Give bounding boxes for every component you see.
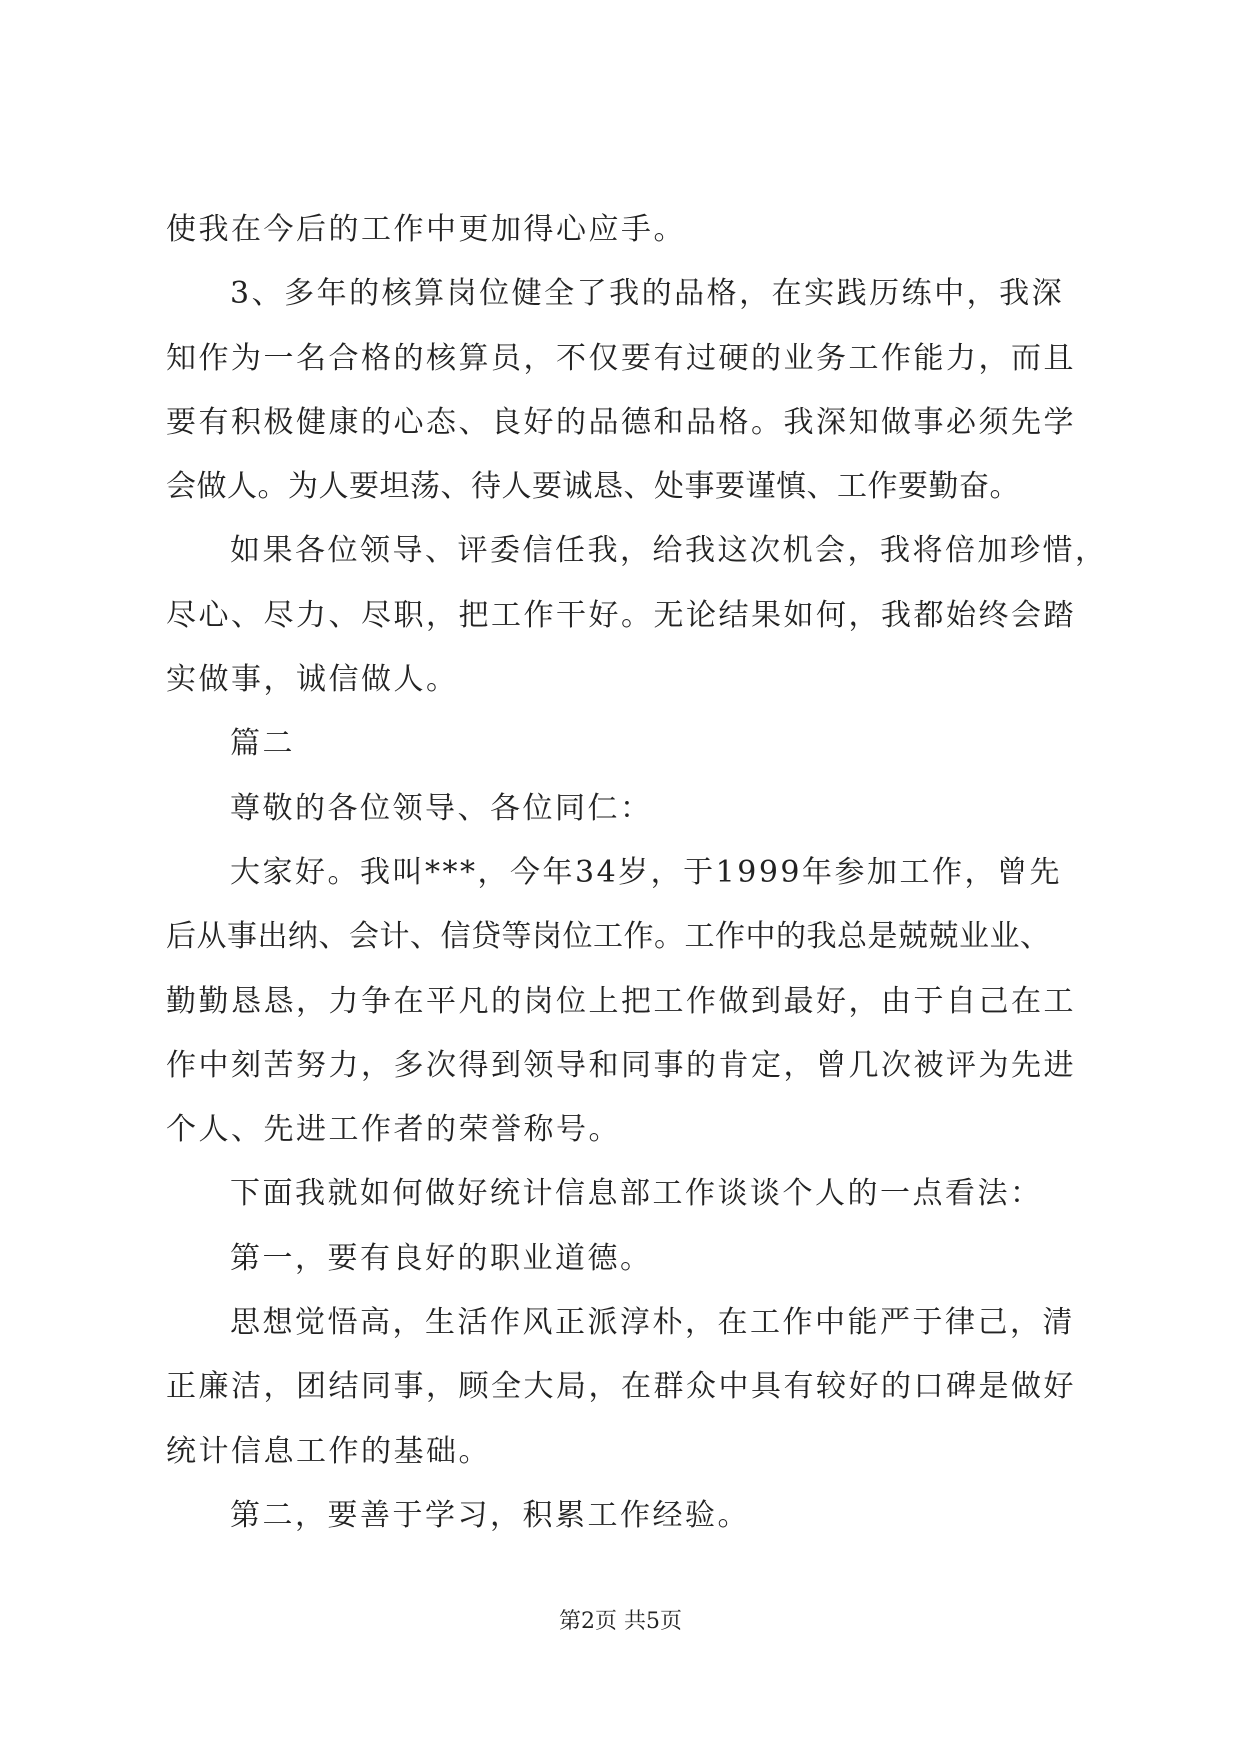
text-line: 如果各位领导、评委信任我，给我这次机会，我将倍加珍惜，: [230, 533, 1108, 569]
text-line: 正廉洁，团结同事，顾全大局，在群众中具有较好的口碑是做好: [166, 1369, 1076, 1405]
text-line: 使我在今后的工作中更加得心应手。: [166, 212, 686, 247]
section-heading: 篇二: [230, 726, 295, 762]
text-line: 会做人。为人要坦荡、待人要诚恳、处事要谨慎、工作要勤奋。: [166, 469, 1020, 505]
text-line: 第一，要有良好的职业道德。: [230, 1240, 653, 1276]
text-line: 实做事，诚信做人。: [166, 662, 459, 698]
text-line: 要有积极健康的心态、良好的品德和品格。我深知做事必须先学: [166, 404, 1076, 440]
text-line: 尽心、尽力、尽职，把工作干好。无论结果如何，我都始终会踏: [166, 597, 1076, 633]
salutation: 尊敬的各位领导、各位同仁：: [230, 790, 653, 826]
text-line: 勤勤恳恳，力争在平凡的岗位上把工作做到最好，由于自己在工: [166, 983, 1076, 1019]
page-number-footer: 第2页 共5页: [559, 1609, 682, 1634]
text-line: 大家好。我叫***，今年34岁，于1999年参加工作，曾先: [230, 854, 1063, 890]
text-line: 作中刻苦努力，多次得到领导和同事的肯定，曾几次被评为先进: [166, 1047, 1076, 1083]
text-line: 统计信息工作的基础。: [166, 1433, 491, 1469]
text-line: 第二，要善于学习，积累工作经验。: [230, 1497, 750, 1533]
text-line: 知作为一名合格的核算员，不仅要有过硬的业务工作能力，而且: [166, 340, 1076, 376]
text-line: 思想觉悟高，生活作风正派淳朴，在工作中能严于律己，清: [230, 1305, 1075, 1341]
text-line: 3、多年的核算岗位健全了我的品格，在实践历练中，我深: [230, 276, 1065, 312]
text-line: 个人、先进工作者的荣誉称号。: [166, 1112, 621, 1148]
document-body: [166, 198, 1108, 1548]
text-line: 下面我就如何做好统计信息部工作谈谈个人的一点看法：: [230, 1176, 1043, 1212]
text-line: 后从事出纳、会计、信贷等岗位工作。工作中的我总是兢兢业业、: [166, 919, 1051, 955]
